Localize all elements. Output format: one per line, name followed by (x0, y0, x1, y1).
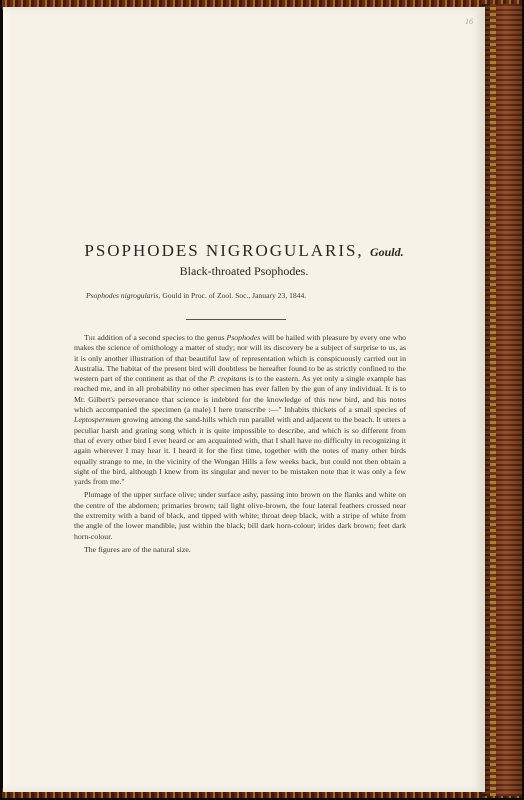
common-name: Black-throated Psophodes. (179, 264, 309, 278)
body-text (74, 333, 406, 558)
synonym-species: Psophodes nigrogularis, (86, 291, 161, 300)
related-species: P. crepitans (209, 374, 247, 384)
book-binding (482, 4, 522, 796)
p1-text-d: growing among the sand-hills which run parallel with and adjacent to the beach. It utters a peculiar harsh and grating song which it is quite impossible to describe, and which is so different from that of every other bird I ever heard or am acquainted with, that I shall have no difficulty in recognizing it again wherever I may hear it. I heard it for the first time, together with the notes of many other birds equally strange to me, in the vicinity of the Wongan Hills a few weeks back, but could not then obtain a sight of the bird, although I knew from its singular and never to be mistaken note that it was only a few yards from me." (74, 415, 406, 487)
genus-name: Psophodes (226, 333, 261, 342)
paragraph-1 (74, 333, 406, 487)
p1-text-c: is to the eastern. As yet only a single example has reached me, and in all probability no other specimen has ever fallen by the gun of any individual. It is to Mr. Gilbert's perseverance that science is indebted for the knowledge of this new bird, and his notes which accompanied the specimen (a male) I here transcribe :—" Inhabits thickets of a small species of (74, 374, 406, 415)
p1-text-a: addition of a second species to the genus (95, 333, 227, 342)
synonym-reference: Gould in Proc. of Zool. Soc., January 23, 1844. (162, 291, 307, 300)
folio-number: 16 (465, 17, 473, 26)
lead-word: The (84, 333, 96, 342)
species-name: PSOPHODES NIGROGULARIS, (84, 241, 364, 260)
section-divider (186, 319, 286, 320)
paragraph-3: The figures are of the natural size. (84, 544, 191, 554)
plant-genus: Leptospermum (74, 415, 121, 425)
book-page (3, 7, 485, 792)
page-title (3, 241, 485, 261)
paragraph-2: Plumage of the upper surface olive; under surface ashy, passing into brown on the flanks and white on the centre of the abdomen; primaries brown; tail light olive-brown, the four lateral feathers crossed near the extremity with a band of black, and tipped with white; throat deep black, with a stripe of white from the angle of the lower mandible, just within the black; bill dark horn-colour; irides dark brown; feet dark horn-colour. (74, 490, 406, 541)
p1-text-b: will be hailed with pleasure by every one who makes the science of ornithology a matter of study; nor will its discovery be a subject of surprise to us, as it is only another illustration of that beautiful law of representation which is conspicuously carried out in Australia. The habitat of the present bird will doubtless be hereafter found to be as strictly confined to the western part of the continent as that of the (74, 333, 407, 384)
synonym-citation (86, 291, 446, 300)
binding-gilt-tooling (490, 4, 496, 796)
species-authority: Gould. (369, 245, 404, 259)
